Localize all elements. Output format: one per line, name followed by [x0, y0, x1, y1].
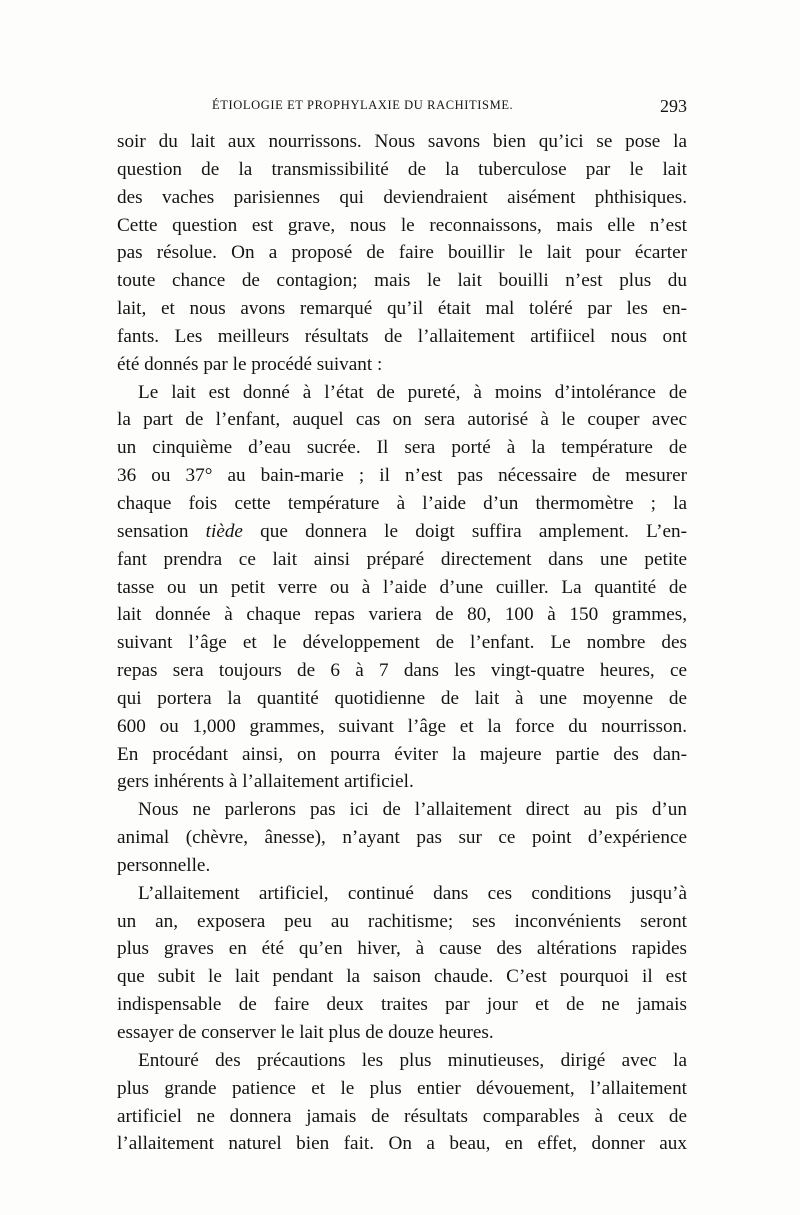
- text-line: que subit le lait pendant la saison chaude. C’est pourquoi il est: [117, 966, 687, 988]
- text-line: fant prendra ce lait ainsi préparé directement dans une petite: [117, 548, 687, 570]
- text-line: des vaches parisiennes qui deviendraient aisément phthisiques.: [117, 186, 687, 208]
- text-line: lait, et nous avons remarqué qu’il était mal toléré par les en-: [117, 298, 687, 320]
- paragraph-start-line: Nous ne parlerons pas ici de l’allaitement direct au pis d’un: [138, 799, 687, 821]
- page-number: 293: [660, 96, 687, 116]
- italic-word: tiède: [205, 520, 243, 542]
- text-line: fants. Les meilleurs résultats de l’allaitement artifiicel nous ont: [117, 325, 687, 347]
- text-line: personnelle.: [117, 854, 211, 876]
- running-title: ÉTIOLOGIE ET PROPHYLAXIE DU RACHITISME.: [212, 98, 514, 112]
- paragraph-start-line: L’allaitement artificiel, continué dans ces conditions jusqu’à: [138, 882, 687, 904]
- text-line: plus graves en été qu’en hiver, à cause des altérations rapides: [117, 938, 687, 960]
- text-line: tasse ou un petit verre ou à l’aide d’une cuiller. La quantité de: [117, 576, 687, 598]
- text-line: essayer de conserver le lait plus de douze heures.: [117, 1022, 494, 1043]
- text-line: 36 ou 37° au bain-marie ; il n’est pas nécessaire de mesurer: [117, 465, 687, 487]
- text-line: soir du lait aux nourrissons. Nous savons bien qu’ici se pose la: [117, 131, 687, 152]
- text-line: gers inhérents à l’allaitement artificiel.: [117, 771, 414, 793]
- text-line: animal (chèvre, ânesse), n’ayant pas sur ce point d’expérience: [117, 827, 687, 849]
- paragraph-start-line: Entouré des précautions les plus minutieuses, dirigé avec la: [138, 1049, 687, 1071]
- text-line: indispensable de faire deux traites par jour et de ne jamais: [117, 994, 687, 1016]
- text-line: l’allaitement naturel bien fait. On a beau, en effet, donner aux: [117, 1133, 687, 1155]
- text-line: Cette question est grave, nous le reconnaissons, mais elle n’est: [117, 214, 687, 236]
- text-line: un cinquième d’eau sucrée. Il sera porté à la température de: [117, 437, 687, 459]
- page-header: [117, 96, 687, 122]
- text-line: sensation tiède que donnera le doigt suffira amplement. L’en-: [117, 520, 687, 542]
- text-line: pas résolue. On a proposé de faire bouillir le lait pour écarter: [117, 242, 687, 264]
- text-line: qui portera la quantité quotidienne de lait à une moyenne de: [117, 687, 687, 709]
- text-line: la part de l’enfant, auquel cas on sera autorisé à le couper avec: [117, 409, 687, 431]
- body-text: [117, 128, 687, 1158]
- text-line: un an, exposera peu au rachitisme; ses inconvénients seront: [117, 910, 687, 932]
- text-line: 600 ou 1,000 grammes, suivant l’âge et la force du nourrisson.: [117, 715, 687, 737]
- text-line: artificiel ne donnera jamais de résultats comparables à ceux de: [117, 1105, 687, 1127]
- text-line: plus grande patience et le plus entier dévouement, l’allaitement: [117, 1077, 687, 1099]
- paragraph-start-line: Le lait est donné à l’état de pureté, à moins d’intolérance de: [138, 381, 687, 403]
- text-line: chaque fois cette température à l’aide d’un thermomètre ; la: [117, 492, 687, 514]
- text-line: En procédant ainsi, on pourra éviter la majeure partie des dan-: [117, 743, 687, 765]
- text-line: suivant l’âge et le développement de l’enfant. Le nombre des: [117, 632, 687, 654]
- text-line: question de la transmissibilité de la tuberculose par le lait: [117, 158, 687, 180]
- text-line: été donnés par le procédé suivant :: [117, 353, 383, 375]
- text-line: lait donnée à chaque repas variera de 80, 100 à 150 grammes,: [117, 604, 687, 626]
- text-line: toute chance de contagion; mais le lait bouilli n’est plus du: [117, 270, 687, 292]
- text-line: repas sera toujours de 6 à 7 dans les vingt-quatre heures, ce: [117, 660, 687, 682]
